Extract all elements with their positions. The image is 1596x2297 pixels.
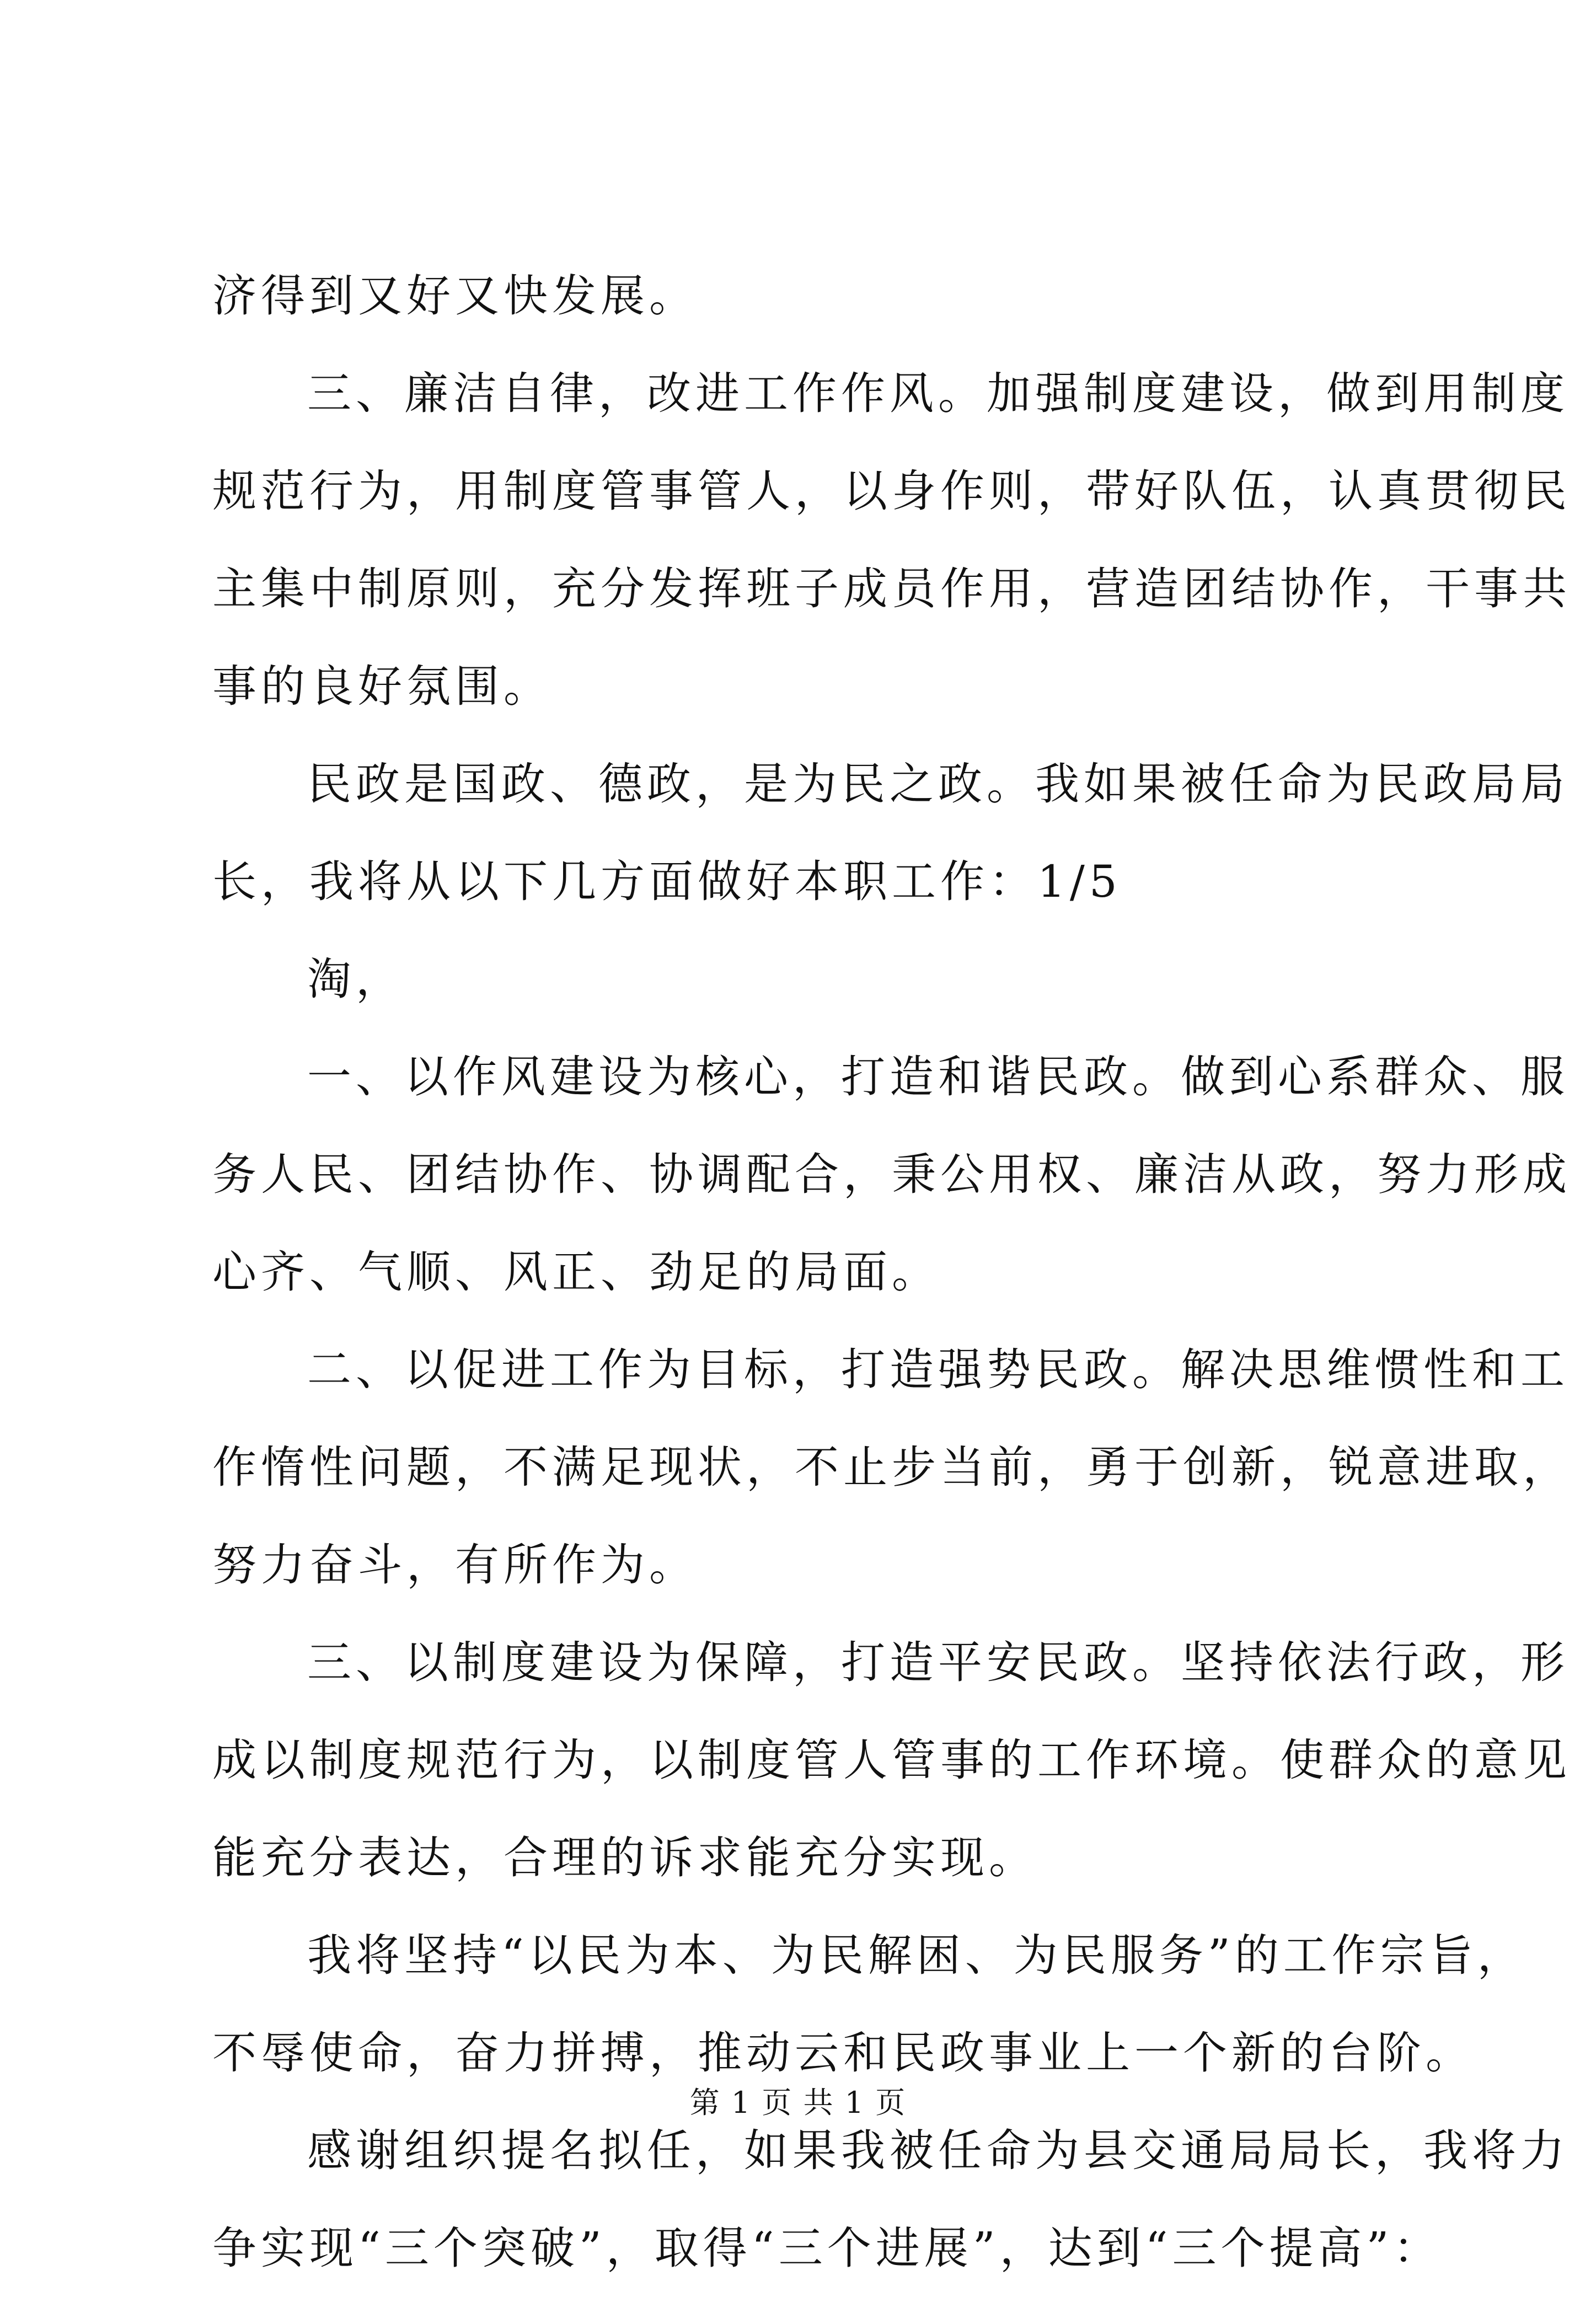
text-line: 心齐、气顺、风正、劲足的局面。 xyxy=(212,1246,940,1298)
text-line: 作惰性问题，不满足现状，不止步当前，勇于创新，锐意进取， xyxy=(212,1442,1571,1493)
paragraph-start-line: 三、廉洁自律，改进工作作风。加强制度建设，做到用制度 xyxy=(307,368,1569,419)
paragraph-start-line: 我将坚持“以民为本、为民解困、为民服务”的工作宗旨， xyxy=(307,1930,1526,1981)
text-line: 努力奋斗，有所作为。 xyxy=(212,1539,698,1591)
text-line: 长，我将从以下几方面做好本职工作：1/5 xyxy=(212,856,1122,907)
text-line: 务人民、团结协作、协调配合，秉公用权、廉洁从政，努力形成 xyxy=(212,1149,1571,1200)
text-line: 事的良好氛围。 xyxy=(212,661,552,712)
page-number-footer: 第 1 页 共 1 页 xyxy=(689,2085,907,2120)
text-line: 成以制度规范行为，以制度管人管事的工作环境。使群众的意见 xyxy=(212,1734,1571,1786)
paragraph-start-line: 民政是国政、德政，是为民之政。我如果被任命为民政局局 xyxy=(307,758,1569,810)
paragraph-start-line: 二、以促进工作为目标，打造强势民政。解决思维惯性和工 xyxy=(307,1344,1569,1395)
document-body xyxy=(212,247,1571,2297)
text-line: 争实现“三个突破”，取得“三个进展”，达到“三个提高”： xyxy=(212,2223,1442,2274)
paragraph-start-line: 一、以作风建设为核心，打造和谐民政。做到心系群众、服 xyxy=(307,1051,1569,1102)
text-line: 规范行为，用制度管事管人，以身作则，带好队伍，认真贯彻民 xyxy=(212,465,1571,517)
text-line: 能充分表达，合理的诉求能充分实现。 xyxy=(212,1832,1037,1883)
paragraph-start-line: 感谢组织提名拟任，如果我被任命为县交通局局长，我将力 xyxy=(307,2125,1569,2176)
text-line: 济得到又好又快发展。 xyxy=(212,270,698,322)
paragraph-start-line: 淘， xyxy=(307,954,404,1005)
text-line: 不辱使命，奋力拼搏，推动云和民政事业上一个新的台阶。 xyxy=(212,2027,1474,2079)
text-line: 主集中制原则，充分发挥班子成员作用，营造团结协作，干事共 xyxy=(212,563,1571,614)
paragraph-start-line: 三、以制度建设为保障，打造平安民政。坚持依法行政，形 xyxy=(307,1637,1569,1688)
